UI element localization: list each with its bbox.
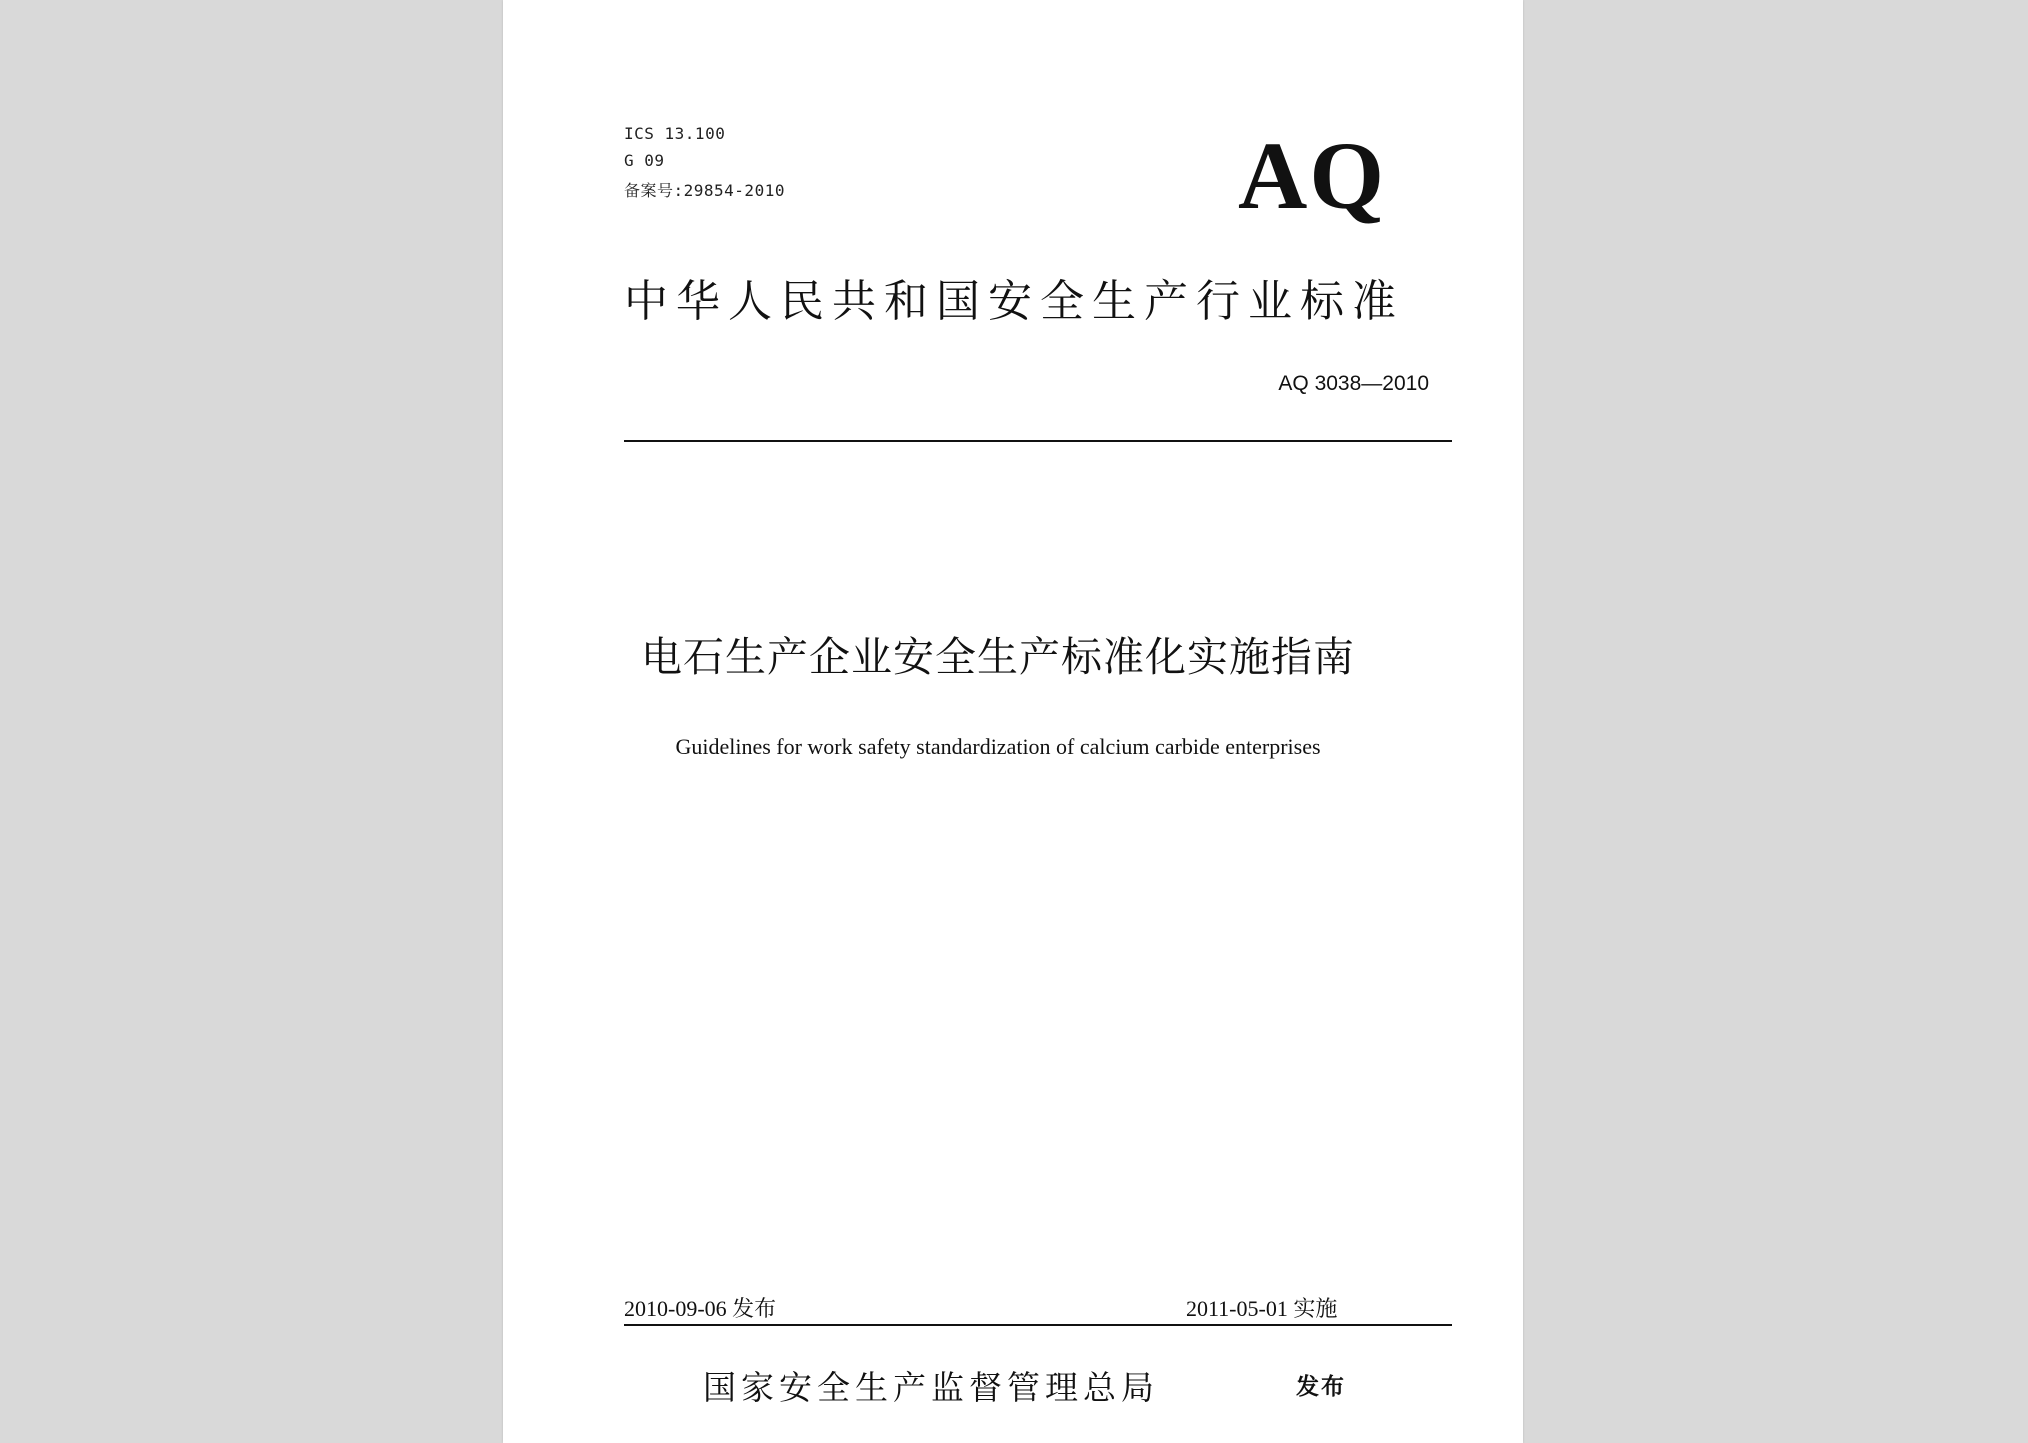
issue-date: 2010-09-06 发布 (624, 1296, 777, 1321)
publisher-name: 国家安全生产监督管理总局 (703, 1368, 1159, 1407)
implementation-date: 2011-05-01 实施 (1186, 1296, 1338, 1321)
aq-logo: AQ (1238, 122, 1386, 229)
document-title-chinese: 电石生产企业安全生产标准化实施指南 (641, 633, 1355, 681)
industry-standard-title: 中华人民共和国安全生产行业标准 (624, 276, 1404, 327)
publish-label: 发布 (1296, 1374, 1346, 1400)
bottom-divider (624, 1324, 1452, 1326)
top-divider (624, 440, 1452, 442)
document-page (503, 0, 1523, 1443)
ics-code: ICS 13.100 (624, 124, 726, 143)
document-title-english: Guidelines for work safety standardization of calcium carbide enterprises (675, 734, 1321, 759)
filing-number: 备案号:29854-2010 (624, 181, 785, 200)
standard-number: AQ 3038—2010 (1278, 372, 1429, 395)
ccs-code: G 09 (624, 151, 665, 170)
